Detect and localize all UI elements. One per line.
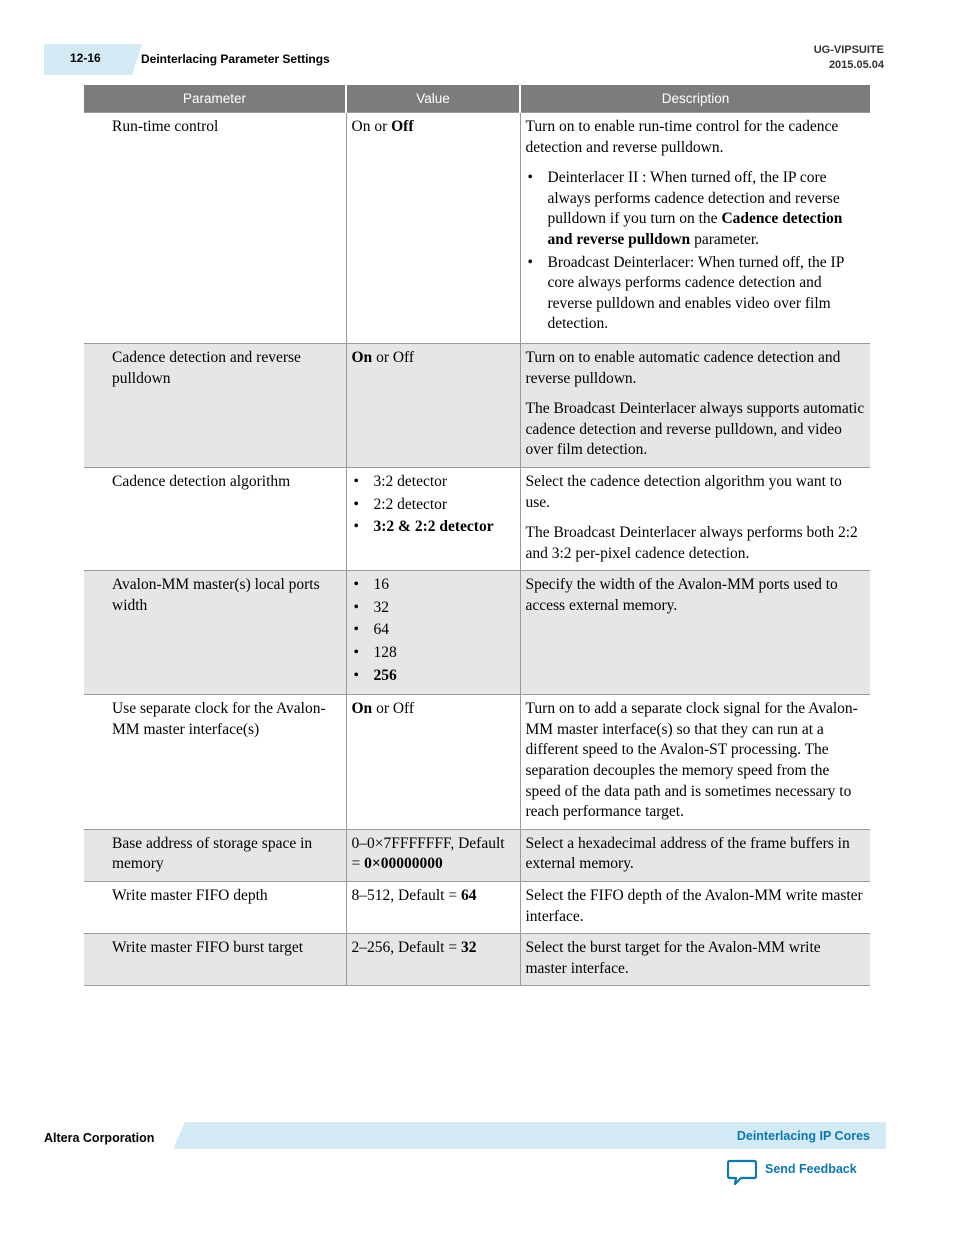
list-item <box>374 472 515 493</box>
description-paragraph <box>526 699 866 823</box>
description-paragraph <box>526 834 866 875</box>
parameter-table <box>84 85 870 986</box>
table-body <box>84 113 870 986</box>
bold-text: 32 <box>460 939 477 957</box>
value-cell <box>346 113 520 344</box>
value-cell <box>346 934 520 986</box>
value-cell <box>346 829 520 881</box>
description-cell <box>520 467 870 570</box>
description-paragraph <box>526 472 866 513</box>
table-row <box>84 829 870 881</box>
value-cell <box>346 571 520 695</box>
document-date: 2015.05.04 <box>828 59 884 71</box>
column-header-description: Description <box>520 85 870 113</box>
table-header-row <box>84 85 870 113</box>
text-run: The Broadcast Deinterlacer always supports automatic cadence detection and reverse pulldown, and video over film detection. <box>525 400 865 459</box>
description-paragraph <box>526 886 866 927</box>
description-paragraph <box>526 399 866 461</box>
list-item <box>374 666 515 687</box>
table-row <box>84 467 870 570</box>
option: 128 <box>373 644 397 662</box>
parameter-cell: Use separate clock for the Avalon-MM master interface(s) <box>84 695 346 830</box>
chapter-link[interactable]: Deinterlacing IP Cores <box>736 1129 870 1143</box>
list-item <box>374 620 515 641</box>
option: 16 <box>373 576 389 594</box>
text-run: or Off <box>372 348 415 366</box>
table-row <box>84 934 870 986</box>
value-cell <box>346 343 520 467</box>
description-cell <box>520 113 870 344</box>
text-run: 0–0×7FFFFFFF, Default = <box>351 834 505 873</box>
bold-text: 64 <box>460 887 477 904</box>
text-run: Deinterlacer II : When turned off, the IP core always performs cadence detection and reverse pulldown if you turn on the <box>547 169 840 228</box>
list-item <box>548 168 866 250</box>
list-item <box>374 495 515 516</box>
parameter-cell: Write master FIFO depth <box>84 882 346 934</box>
default-option: 3:2 & 2:2 detector <box>373 518 494 536</box>
description-paragraph <box>526 348 866 389</box>
text-run: Specify the width of the Avalon-MM ports used to access external memory. <box>525 576 838 614</box>
bold-text: Cadence detection and reverse pulldown <box>547 210 843 248</box>
column-header-value: Value <box>346 85 520 113</box>
option: 3:2 detector <box>373 472 448 490</box>
table-row <box>84 571 870 695</box>
text-run: Select a hexadecimal address of the frame buffers in external memory. <box>525 834 850 873</box>
section-title: Deinterlacing Parameter Settings <box>141 52 330 66</box>
list-item <box>374 598 515 619</box>
list-item <box>374 643 515 664</box>
text-run: or Off <box>372 700 415 718</box>
text-run: Select the cadence detection algorithm you want to use. <box>525 472 842 511</box>
list-item <box>374 517 515 538</box>
option: 2:2 detector <box>373 495 448 513</box>
bold-text: On <box>351 700 373 718</box>
text-run: Select the FIFO depth of the Avalon-MM write master interface. <box>525 887 863 925</box>
text-run: Broadcast Deinterlacer: When turned off, the IP core always performs cadence detection and reverse pulldown and enables video over film detection. <box>547 253 844 333</box>
text-run: 8–512, Default = <box>351 887 461 904</box>
parameter-cell: Cadence detection algorithm <box>84 467 346 570</box>
option: 32 <box>373 598 389 616</box>
parameter-cell: Run-time control <box>84 113 346 344</box>
parameter-cell: Write master FIFO burst target <box>84 934 346 986</box>
text-run: parameter. <box>690 230 760 248</box>
bold-text: On <box>351 348 373 366</box>
bold-text: 0×00000000 <box>364 855 443 873</box>
table-row <box>84 882 870 934</box>
text-run: Turn on to add a separate clock signal for the Avalon-MM master interface(s) so that they can run at a different speed to the Avalon-ST processing. The separation decouples the memory speed from the speed of the data path and is sometimes necessary to reach performance target. <box>525 700 858 821</box>
company-name: Altera Corporation <box>44 1131 155 1145</box>
description-cell <box>520 695 870 830</box>
column-header-parameter: Parameter <box>84 85 346 113</box>
text-run: On or <box>351 118 392 135</box>
description-paragraph <box>526 938 866 979</box>
parameter-cell: Avalon-MM master(s) local ports width <box>84 571 346 695</box>
value-cell <box>346 695 520 830</box>
document-code: UG-VIPSUITE <box>813 44 884 56</box>
list-item <box>374 575 515 596</box>
option: 64 <box>373 621 389 639</box>
table-row <box>84 343 870 467</box>
parameter-cell: Cadence detection and reverse pulldown <box>84 343 346 467</box>
value-options-list <box>352 472 515 538</box>
table-row <box>84 695 870 830</box>
document-id <box>814 43 884 73</box>
description-cell <box>520 571 870 695</box>
table-row <box>84 113 870 344</box>
text-run: Turn on to enable automatic cadence detection and reverse pulldown. <box>525 348 841 387</box>
bold-text: Off <box>391 118 414 135</box>
page-number: 12-16 <box>70 51 101 65</box>
parameter-cell: Base address of storage space in memory <box>84 829 346 881</box>
value-cell <box>346 882 520 934</box>
description-cell <box>520 934 870 986</box>
description-paragraph <box>526 523 866 564</box>
text-run: 2–256, Default = <box>351 939 461 957</box>
description-paragraph <box>526 117 866 158</box>
list-item <box>548 253 866 335</box>
send-feedback-label: Send Feedback <box>765 1162 857 1176</box>
value-options-list <box>352 575 515 686</box>
description-cell <box>520 882 870 934</box>
description-list <box>526 168 866 335</box>
text-run: The Broadcast Deinterlacer always performs both 2:2 and 3:2 per-pixel cadence detection. <box>525 524 858 562</box>
value-cell <box>346 467 520 570</box>
speech-bubble-icon <box>727 1159 757 1186</box>
text-run: Select the burst target for the Avalon-MM write master interface. <box>525 939 821 977</box>
description-cell <box>520 829 870 881</box>
description-paragraph <box>526 575 866 616</box>
text-run: Turn on to enable run-time control for the cadence detection and reverse pulldown. <box>525 118 839 156</box>
description-cell <box>520 343 870 467</box>
default-option: 256 <box>373 666 397 684</box>
